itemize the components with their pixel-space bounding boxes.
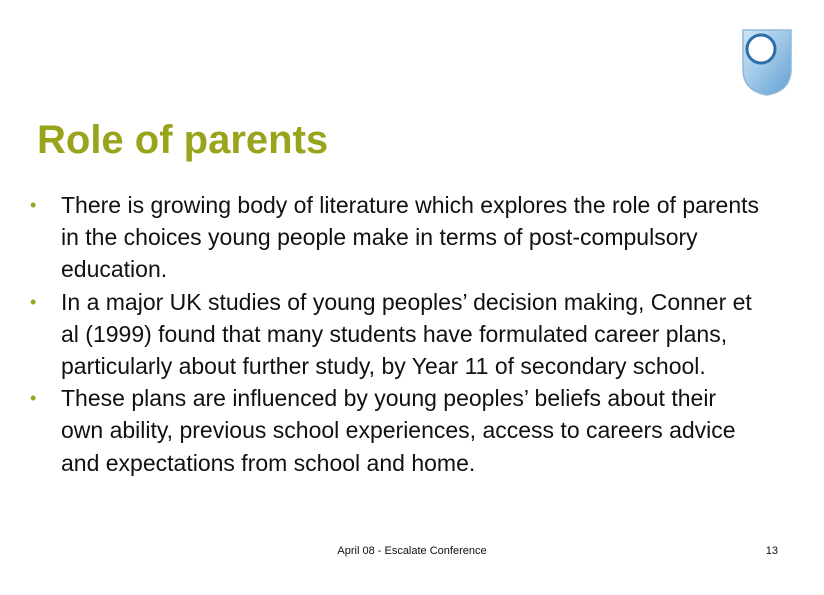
- slide-title: Role of parents: [37, 118, 329, 162]
- bullet-text: There is growing body of literature which explores the role of parents in the choices young people make in terms of post-compulsory education.: [61, 192, 760, 283]
- bullet-list: [30, 189, 760, 479]
- bullet-text: These plans are influenced by young peoples’ beliefs about their own ability, previous school experiences, access to careers advice and expectations from school and home.: [61, 385, 736, 476]
- bullet-item: [30, 382, 760, 479]
- bullet-item: [30, 286, 760, 383]
- open-university-logo-icon: [740, 27, 794, 97]
- footer-conference-label: April 08 - Escalate Conference: [337, 545, 487, 557]
- bullet-icon: •: [30, 291, 37, 312]
- bullet-item: [30, 189, 760, 286]
- footer-page-number: 13: [765, 545, 778, 557]
- bullet-text: In a major UK studies of young peoples’ decision making, Conner et al (1999) found that many students have formulated career plans, particularly about further study, by Year 11 of secondary school.: [61, 288, 752, 380]
- bullet-icon: •: [30, 388, 37, 409]
- bullet-icon: •: [30, 195, 37, 215]
